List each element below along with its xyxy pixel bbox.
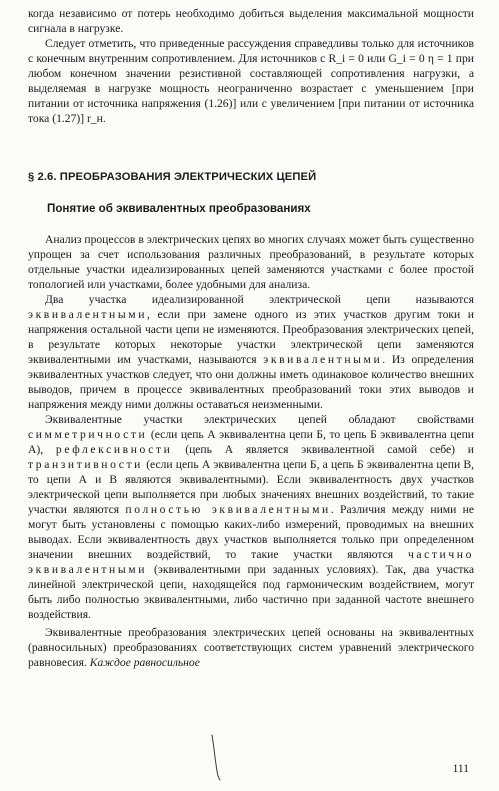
text-run: . Из определения эквивалентных участков следует, что они должны иметь одинаковое количество внешних выводов, причем в процессе эквивалентных преобразований токи этих выводов и напряжения между ними должны оставаться неизменными. — [28, 353, 474, 411]
intro-paragraph-1: когда независимо от потерь необходимо добиться выделения максимальной мощности сигнала в нагрузке. — [28, 7, 474, 35]
italic-run: Каждое равносильное — [89, 656, 200, 669]
text-run: (цепь А является эквивалентной самой себе) и — [185, 443, 474, 456]
pencil-mark-icon — [206, 733, 226, 783]
body-paragraph-2 — [28, 292, 474, 412]
spaced-term: эквивалентными — [263, 353, 383, 366]
text-run: Эквивалентные преобразования электрических цепей основаны на эквивалентных (равносильных) преобразованиях соответствующих систем уравнений электрического равновесия. — [28, 626, 474, 669]
spaced-term: частично эквивалентными — [28, 548, 474, 576]
intro-text — [28, 6, 474, 126]
subsection-heading: Понятие об эквивалентных преобразованиях — [47, 202, 311, 215]
body-paragraph-3 — [28, 412, 474, 622]
spaced-term: полностью эквивалентными — [125, 503, 331, 516]
text-run: (если цепь А эквивалентна цепи Б, а цепь Б эквивалентна цепи В, то цепи А и В являются эквивалентными). Если эквивалентность двух участков электрической цепи выполняется при любых значениях внешних воздействий, то такие участки являются — [28, 458, 474, 516]
text-run: . Различия между ними не могут быть установлены с помощью каких-либо измерений, проводимых на внешних выводах. Если эквивалентность двух участков выполняется только при определенном значении внешних воздействий, то такие участки являются — [28, 503, 474, 561]
text-run: , если при замене одного из этих участков другим токи и напряжения остальной части цепи не изменяются. Преобразования электрических цепей, в результате которых некоторые участки электрической цепи заменяются эквивалентными им участками, называются — [28, 308, 474, 366]
text-run: Два участка идеализированной электрической цепи называются — [45, 293, 474, 306]
section-heading: § 2.6. ПРЕОБРАЗОВАНИЯ ЭЛЕКТРИЧЕСКИХ ЦЕПЕЙ — [28, 171, 317, 183]
intro-paragraph-2: Следует отметить, что приведенные рассуждения справедливы только для источников с конечным внутренним сопротивлением. Для источников с R_i = 0 или G_i = 0 η = 1 при любом конечном значении резистивной составляющей сопротивления нагрузки, а выделяемая в нагрузке мощность неограниченно возрастает с уменьшением [при питании от источника напряжения (1.26)] или с увеличением [при питании от источника тока (1.27)] r_н. — [28, 37, 474, 125]
text-run: (эквивалентными при заданных условиях). Так, два участка линейной электрической цепи, находящейся под гармоническим воздействием, могут быть либо полностью эквивалентными, либо частично при заданной частоте внешнего воздействия. — [28, 563, 474, 621]
spaced-term: рефлексивности — [55, 443, 173, 456]
body-paragraph-1: Анализ процессов в электрических цепях во многих случаях может быть существенно упрощен за счет использования различных преобразований, в результате которых отдельные участки идеализированных цепей заменяются участками с более простой топологией или участками, более удобными для анализа. — [28, 233, 474, 291]
spaced-term: симметричности — [28, 428, 148, 441]
text-run: (если цепь А эквивалентна цепи Б, то цепь Б эквивалентна цепи А), — [28, 428, 475, 456]
text-run: Эквивалентные участки электрических цепей обладают свойствами — [45, 413, 474, 426]
body-text — [28, 232, 474, 670]
body-paragraph-4 — [28, 625, 474, 670]
page-number: 111 — [452, 763, 469, 775]
spaced-term: эквивалентными — [28, 308, 147, 321]
spaced-term: транзитивности — [28, 458, 143, 471]
